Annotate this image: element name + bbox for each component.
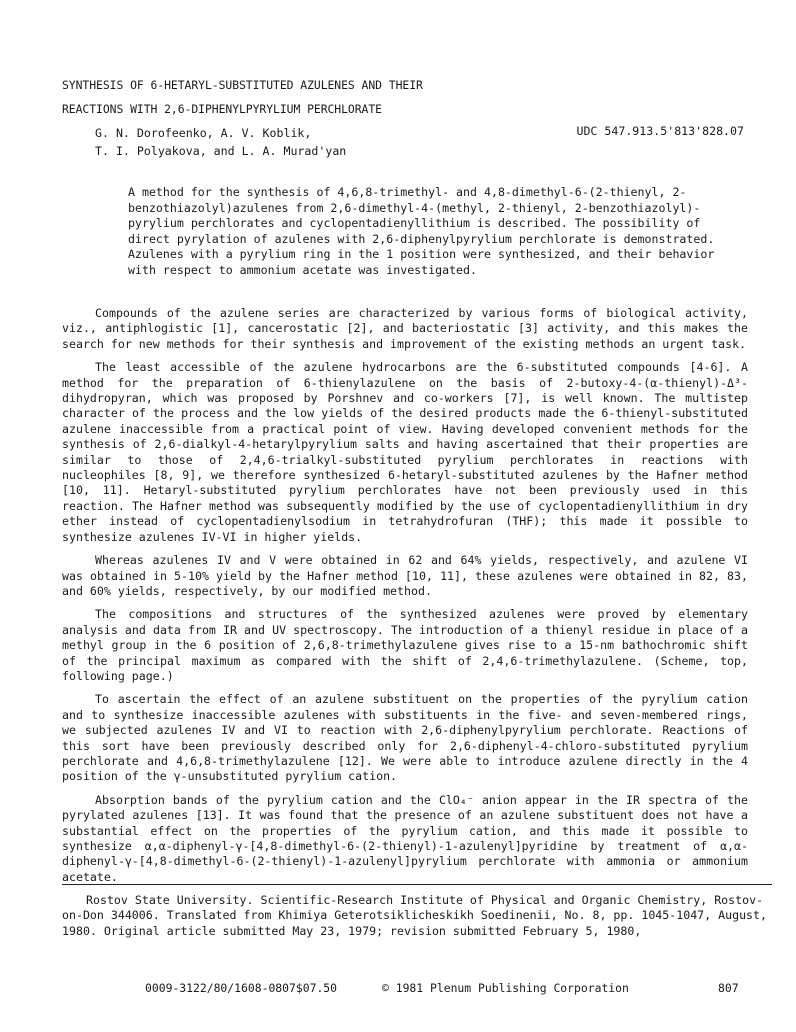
body-paragraph: The least accessible of the azulene hydrocarbons are the 6-substituted compounds [4-6]. A method for the preparation of 6-thienylazulene on the basis of 2-butoxy-4-(α-thienyl)-Δ³-dihydropyran, which was proposed by Porshnev and co-workers [7], is well known. The multistep character of the process and the low yields of the desired products made the 6-thienyl-substituted azulene inaccessible from a practical point of view. Having developed convenient methods for the synthesis of 2,6-dialkyl-4-hetarylpyrylium salts and having ascertained that their properties are similar to those of 2,4,6-trialkyl-substituted pyrylium perchlorates in reactions with nucleophiles [8, 9], we therefore synthesized 6-hetaryl-substituted azulenes by the Hafner method [10, 11]. Hetaryl-substituted pyrylium perchlorates have not been previously used in this reaction. The Hafner method was subsequently modified by the use of cyclopentadienyllithium in dry ether instead of cyclopentadienylsodium in tetrahydrofuran (THF); this made it possible to synthesize azulenes IV-VI in higher yields. [62,360,748,544]
authors-line-1: G. N. Dorofeenko, A. V. Koblik, [95,126,312,140]
title-line-2: REACTIONS WITH 2,6-DIPHENYLPYRYLIUM PERCHLORATE [62,102,382,116]
authors-line-2: T. I. Polyakova, and L. A. Murad'yan [95,144,347,158]
title-line-1: SYNTHESIS OF 6-HETARYL-SUBSTITUTED AZULENES AND THEIR [62,78,423,92]
body-paragraph: Absorption bands of the pyrylium cation and the ClO₄⁻ anion appear in the IR spectra of the pyrylated azulenes [13]. It was found that the presence of an azulene substituent does not have a substantial effect on the properties of the pyrylium cation, and this made it possible to synthesize α,α-diphenyl-γ-[4,8-dimethyl-6-(2-thienyl)-1-azulenyl]pyridine by treatment of α,α-diphenyl-γ-[4,8-dimethyl-6-(2-thienyl)-1-azulenyl]pyrylium perchlorate with ammonia or ammonium acetate. [62,792,748,884]
body-paragraph: Compounds of the azulene series are characterized by various forms of biological activity, viz., antiphlogistic [1], cancerostatic [2], and bacteriostatic [3] activity, and this makes the search for new methods for their synthesis and improvement of the existing methods an urgent task. [62,306,748,351]
page-number: 807 [718,981,739,995]
body-paragraph: Whereas azulenes IV and V were obtained in 62 and 64% yields, respectively, and azulene VI was obtained in 5-10% yield by the Hafner method [10, 11], these azulenes were obtained in 82, 83, and 60% yields, respectively, by our modified method. [62,553,748,598]
article-title [62,73,423,121]
body-paragraph: The compositions and structures of the synthesized azulenes were proved by elementary analysis and data from IR and UV spectroscopy. The introduction of a thienyl residue in place of a methyl group in the 6 position of 2,6,8-trimethylazulene gives rise to a 15-nm bathochromic shift of the principal maximum as compared with the shift of 2,4,6-trimethylazulene. (Scheme, top, following page.) [62,607,748,683]
issn-code: 0009-3122/80/1608-0807$07.50 [145,981,338,995]
udc-code: UDC 547.913.5'813'828.07 [576,124,744,138]
article-body [62,306,748,893]
abstract: A method for the synthesis of 4,6,8-trimethyl- and 4,8-dimethyl-6-(2-thienyl, 2-benzothiazolyl)azulenes from 2,6-dimethyl-4-(methyl, 2-thienyl, 2-benzothiazolyl)-pyrylium perchlorates and cyclopentadienyllithium is described. The possibility of direct pyrylation of azulenes with 2,6-diphenylpyrylium perchlorate is demonstrated. Azulenes with a pyrylium ring in the 1 position were synthesized, and their behavior with respect to ammonium acetate was investigated. [128,185,715,277]
footnote-divider [62,884,772,885]
affiliation-footnote: Rostov State University. Scientific-Research Institute of Physical and Organic Chemistry, Rostov-on-Don 344006. Translated from Khimiya Geterotsiklicheskikh Soedinenii, No. 8, pp. 1045-1047, August, 1980. Original article submitted May 23, 1979; revision submitted February 5, 1980, [62,893,767,938]
body-paragraph: To ascertain the effect of an azulene substituent on the properties of the pyrylium cation and to synthesize inaccessible azulenes with substituents in the five- and seven-membered rings, we subjected azulenes IV and VI to reaction with 2,6-diphenylpyrylium perchlorate. Reactions of this sort have been previously described only for 2,6-diphenyl-4-chloro-substituted pyrylium perchlorate and 4,6,8-trimethylazulene [12]. We were able to introduce azulene directly in the 4 position of the γ-unsubstituted pyrylium cation. [62,692,748,784]
copyright-notice: © 1981 Plenum Publishing Corporation [382,981,629,995]
author-list [95,124,346,160]
